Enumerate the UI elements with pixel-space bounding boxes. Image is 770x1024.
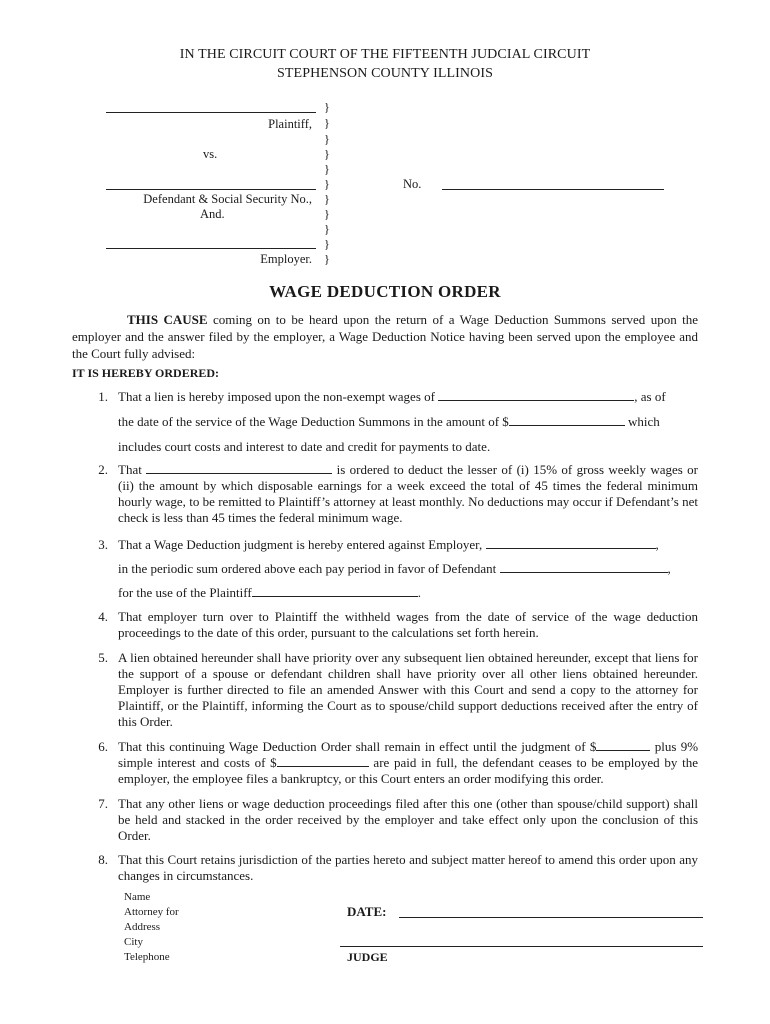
item-number: 2. [98,462,108,477]
brace: } [324,252,330,266]
item-1-text-e: includes court costs and interest to date and credit for payments to date. [118,439,491,454]
brace: } [324,147,330,161]
brace: } [324,177,330,191]
attorney-info [124,890,179,965]
case-number-line[interactable] [442,189,664,190]
and-label: And. [200,207,225,221]
employer-name-line[interactable] [106,248,316,249]
item-8: That this Court retains jurisdiction of the parties hereto and subject matter hereof to amend this order upon any changes in circumstances. [118,852,698,883]
item-1-line-3 [118,439,698,455]
item-3-line-3 [118,585,698,601]
item-number: 8. [98,852,108,867]
item-2 [118,462,698,526]
brace: } [324,162,330,176]
brace: } [324,132,330,146]
defendant-name-line[interactable] [106,189,316,190]
item-6-text-c: are paid in full, the defendant ceases to be employed by the employer, the employee files a bankruptcy, or this Court enters an order modifying this order. [118,755,698,786]
case-number-label: No. [403,177,422,191]
document-title: WAGE DEDUCTION ORDER [269,282,501,301]
item-6 [118,739,698,787]
employer-name-blank[interactable] [146,462,332,474]
brace: } [324,207,330,221]
item-number: 1. [98,389,108,404]
attorney-name-label: Name [124,891,151,903]
vs-label: vs. [203,147,218,161]
attorney-telephone-label: Telephone [124,951,170,963]
attorney-city-label: City [124,936,143,948]
item-1-text-a: That a lien is hereby imposed upon the non-exempt wages of [118,389,435,404]
item-1 [118,389,698,405]
defendant-blank[interactable] [500,561,668,573]
county-name: STEPHENSON COUNTY ILLINOIS [277,66,493,81]
brace: } [324,116,330,130]
item-1-line-2 [118,414,698,430]
court-name: IN THE CIRCUIT COURT OF THE FIFTEENTH JUDCIAL CIRCUIT [179,47,591,62]
brace: } [324,100,330,114]
item-3-line-2 [118,561,698,577]
item-3-text-f: . [417,585,421,600]
judgment-amount-blank[interactable] [596,739,650,751]
item-2-text-b: is ordered to deduct the lesser of (i) 15% of gross weekly wages or (ii) the amount by which disposable earnings for a week exceed the total of 45 times the federal minimum hourly wage, to be remitted to Plaintiff’s attorney at least monthly. No deductions may occur if Defendant’s net check is less than 45 times the federal minimum wage. [118,462,699,525]
item-number: 3. [98,537,108,552]
item-6-text-a: That this continuing Wage Deduction Order shall remain in effect until the judgment of $ [118,739,597,754]
attorney-for-label: Attorney for [124,906,179,918]
brace: } [324,192,330,206]
item-3-text-a: That a Wage Deduction judgment is hereby entered against Employer, [118,537,483,552]
item-number: 7. [98,796,108,811]
debtor-name-blank[interactable] [438,389,634,401]
item-number: 4. [98,609,108,624]
item-2-text-a: That [118,462,142,477]
plaintiff-label: Plaintiff, [268,117,312,131]
judge-label: JUDGE [347,950,388,964]
costs-amount-blank[interactable] [277,755,369,767]
item-1-text-b: , as of [634,389,666,404]
date-line[interactable] [399,917,703,918]
lien-amount-blank[interactable] [509,414,625,426]
plaintiff-blank[interactable] [252,585,418,597]
item-number: 5. [98,650,108,665]
brace: } [324,222,330,236]
item-3-text-d: , [667,561,671,576]
plaintiff-name-line[interactable] [106,112,316,113]
intro-text: coming on to be heard upon the return of a Wage Deduction Summons served upon the employer and the answer filed by the employer, a Wage Deduction Notice having been served upon the employee and the Court fully advised: [72,312,698,361]
defendant-label: Defendant & Social Security No., [143,192,312,206]
item-1-text-c: the date of the service of the Wage Deduction Summons in the amount of $ [118,414,509,429]
date-label: DATE: [347,904,387,919]
item-5: A lien obtained hereunder shall have priority over any subsequent lien obtained hereunder, except that liens for the support of a spouse or defendant children shall have priority over all other liens obtained hereunder. Employer is further directed to file an amended Answer with this Court and send a copy to the attorney for Plaintiff, or the Plaintiff, informing the Court as to spouse/child support deductions received after the entry of this Order. [118,650,698,729]
item-6-text-b: plus 9% simple interest and costs of $ [118,739,699,770]
item-3 [118,537,698,553]
item-3-text-b: , [655,537,659,552]
employer-label: Employer. [260,252,312,266]
item-1-text-d: which [628,414,660,429]
intro-paragraph [72,311,698,362]
item-3-text-c: in the periodic sum ordered above each pay period in favor of Defendant [118,561,497,576]
item-3-text-e: for the use of the Plaintiff [118,585,252,600]
intro-lead: THIS CAUSE [127,312,208,327]
attorney-address-label: Address [124,921,161,933]
item-number: 6. [98,739,108,754]
brace: } [324,237,330,251]
judge-signature-line[interactable] [340,946,703,947]
item-7: That any other liens or wage deduction proceedings filed after this one (other than spouse/child support) shall be held and stacked in the order received by the employer and take effect only upon the conclusion of this Order. [118,796,698,843]
employer-judgment-blank[interactable] [486,537,656,549]
item-4: That employer turn over to Plaintiff the withheld wages from the date of service of the wage deduction proceedings to the date of this order, pursuant to the calculations set forth herein. [118,609,698,640]
ordered-heading: IT IS HEREBY ORDERED: [72,366,220,380]
